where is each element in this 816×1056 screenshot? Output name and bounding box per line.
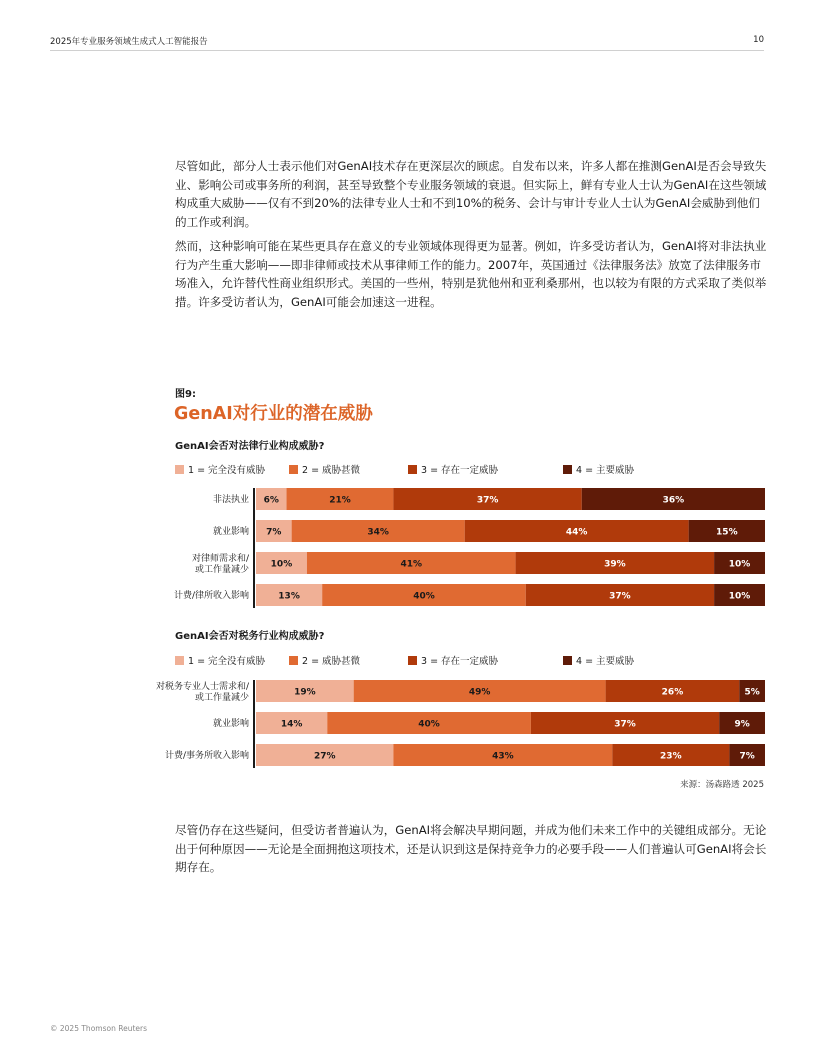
legend-swatch-2 bbox=[289, 465, 298, 474]
tax-data-label: 43% bbox=[492, 751, 514, 762]
header-divider bbox=[50, 50, 764, 51]
legal-chart-title: GenAI会否对法律行业构成威胁? bbox=[175, 441, 325, 452]
legal-data-label: 13% bbox=[278, 591, 300, 602]
legal-data-label: 34% bbox=[367, 527, 389, 538]
legal-data-label: 10% bbox=[270, 559, 293, 570]
report-title: 2025年专业服务领域生成式人工智能报告 bbox=[50, 37, 208, 47]
legal-data-label: 10% bbox=[728, 559, 751, 570]
legal-category-label: 计费/律所收入影响 bbox=[173, 591, 249, 601]
legal-category-label: 对律师需求和/或工作量减少 bbox=[191, 554, 249, 575]
legend-label-1: 1 = 完全没有威胁 bbox=[188, 656, 266, 667]
legend-label-4: 4 = 主要威胁 bbox=[576, 465, 635, 476]
legal-data-label: 6% bbox=[263, 495, 279, 506]
page-number: 10 bbox=[753, 35, 764, 45]
legal-data-label: 41% bbox=[400, 559, 423, 570]
legend-swatch-3 bbox=[408, 465, 417, 474]
tax-category-label: 对税务专业人士需求和/或工作量减少 bbox=[155, 682, 249, 703]
source-note: 来源：汤森路透 2025 bbox=[680, 780, 764, 790]
tax-chart-legend bbox=[175, 653, 775, 667]
legend-item-4 bbox=[563, 653, 634, 667]
tax-category-label: 计费/事务所收入影响 bbox=[164, 751, 249, 761]
figure-title: GenAI对行业的潜在威胁 bbox=[174, 404, 373, 424]
legal-data-label: 10% bbox=[728, 591, 751, 602]
body-paragraph-3: 尽管仍存在这些疑问，但受访者普遍认为，GenAI将会解决早期问题，并成为他们未来工作中的关键组成部分。无论出于何种原因——无论是全面拥抱这项技术，还是认识到这是保持竞争力的必要手段——人们普遍认可GenAI将会长期存在。 bbox=[175, 823, 767, 874]
tax-data-label: 23% bbox=[660, 751, 682, 762]
body-paragraph-2: 然而，这种影响可能在某些更具存在意义的专业领域体现得更为显著。例如，许多受访者认为，GenAI将对非法执业行为产生重大影响——即非律师或技术从事律师工作的能力。2007年，英国通过《法律服务法》放宽了法律服务市场准入，允许替代性商业组织形式。美国的一些州，特别是犹他州和亚利桑那州，也以较为有限的方式采取了类似举措。许多受访者认为，GenAI可能会加速这一进程。 bbox=[175, 239, 767, 309]
tax-data-label: 7% bbox=[739, 751, 755, 762]
legend-swatch-4 bbox=[563, 656, 572, 665]
legal-data-label: 37% bbox=[609, 591, 631, 602]
legend-swatch-2 bbox=[289, 656, 298, 665]
legal-category-label: 就业影响 bbox=[212, 527, 249, 537]
tax-data-label: 49% bbox=[468, 687, 491, 698]
legal-data-label: 15% bbox=[716, 527, 738, 538]
legal-category-label: 非法执业 bbox=[212, 495, 249, 505]
copyright-footer: © 2025 Thomson Reuters bbox=[50, 1024, 148, 1033]
legend-item-1 bbox=[175, 653, 265, 667]
legal-data-label: 40% bbox=[413, 591, 435, 602]
legend-item-3 bbox=[408, 462, 498, 476]
legend-swatch-1 bbox=[175, 465, 184, 474]
tax-data-label: 19% bbox=[294, 687, 316, 698]
tax-chart-title: GenAI会否对税务行业构成威胁? bbox=[175, 631, 325, 642]
tax-data-label: 26% bbox=[661, 687, 684, 698]
legal-data-label: 7% bbox=[266, 527, 282, 538]
legend-item-2 bbox=[289, 653, 360, 667]
legend-swatch-1 bbox=[175, 656, 184, 665]
legend-item-1 bbox=[175, 462, 265, 476]
legal-data-label: 44% bbox=[565, 527, 588, 538]
legend-item-2 bbox=[289, 462, 360, 476]
legend-label-1: 1 = 完全没有威胁 bbox=[188, 465, 266, 476]
legend-item-3 bbox=[408, 653, 498, 667]
tax-data-label: 27% bbox=[313, 751, 336, 762]
body-paragraph-1: 尽管如此，部分人士表示他们对GenAI技术存在更深层次的顾虑。自发布以来，许多人都在推测GenAI是否会导致失业、影响公司或事务所的利润，甚至导致整个专业服务领域的衰退。但实际上，鲜有专业人士认为GenAI在这些领域构成重大威胁——仅有不到20%的法律专业人士和不到10%的税务、会计与审计专业人士认为GenAI会威胁到他们的工作或利润。 bbox=[175, 159, 767, 229]
figure-label: 图9: bbox=[175, 389, 196, 400]
legend-label-2: 2 = 威胁甚微 bbox=[302, 656, 361, 667]
tax-data-label: 5% bbox=[744, 687, 760, 698]
tax-threat-chart bbox=[0, 680, 816, 780]
legend-label-3: 3 = 存在一定威胁 bbox=[421, 656, 499, 667]
legal-threat-chart bbox=[0, 488, 816, 618]
legal-data-label: 21% bbox=[329, 495, 351, 506]
tax-data-label: 9% bbox=[734, 719, 750, 730]
legal-chart-legend bbox=[175, 462, 775, 476]
legend-label-2: 2 = 威胁甚微 bbox=[302, 465, 361, 476]
legal-data-label: 36% bbox=[662, 495, 685, 506]
legend-label-4: 4 = 主要威胁 bbox=[576, 656, 635, 667]
tax-data-label: 40% bbox=[418, 719, 440, 730]
legal-data-label: 39% bbox=[604, 559, 626, 570]
tax-data-label: 37% bbox=[614, 719, 636, 730]
legend-swatch-4 bbox=[563, 465, 572, 474]
legend-swatch-3 bbox=[408, 656, 417, 665]
tax-category-label: 就业影响 bbox=[212, 719, 249, 729]
legal-data-label: 37% bbox=[476, 495, 499, 506]
legend-item-4 bbox=[563, 462, 634, 476]
legend-label-3: 3 = 存在一定威胁 bbox=[421, 465, 499, 476]
tax-data-label: 14% bbox=[280, 719, 303, 730]
